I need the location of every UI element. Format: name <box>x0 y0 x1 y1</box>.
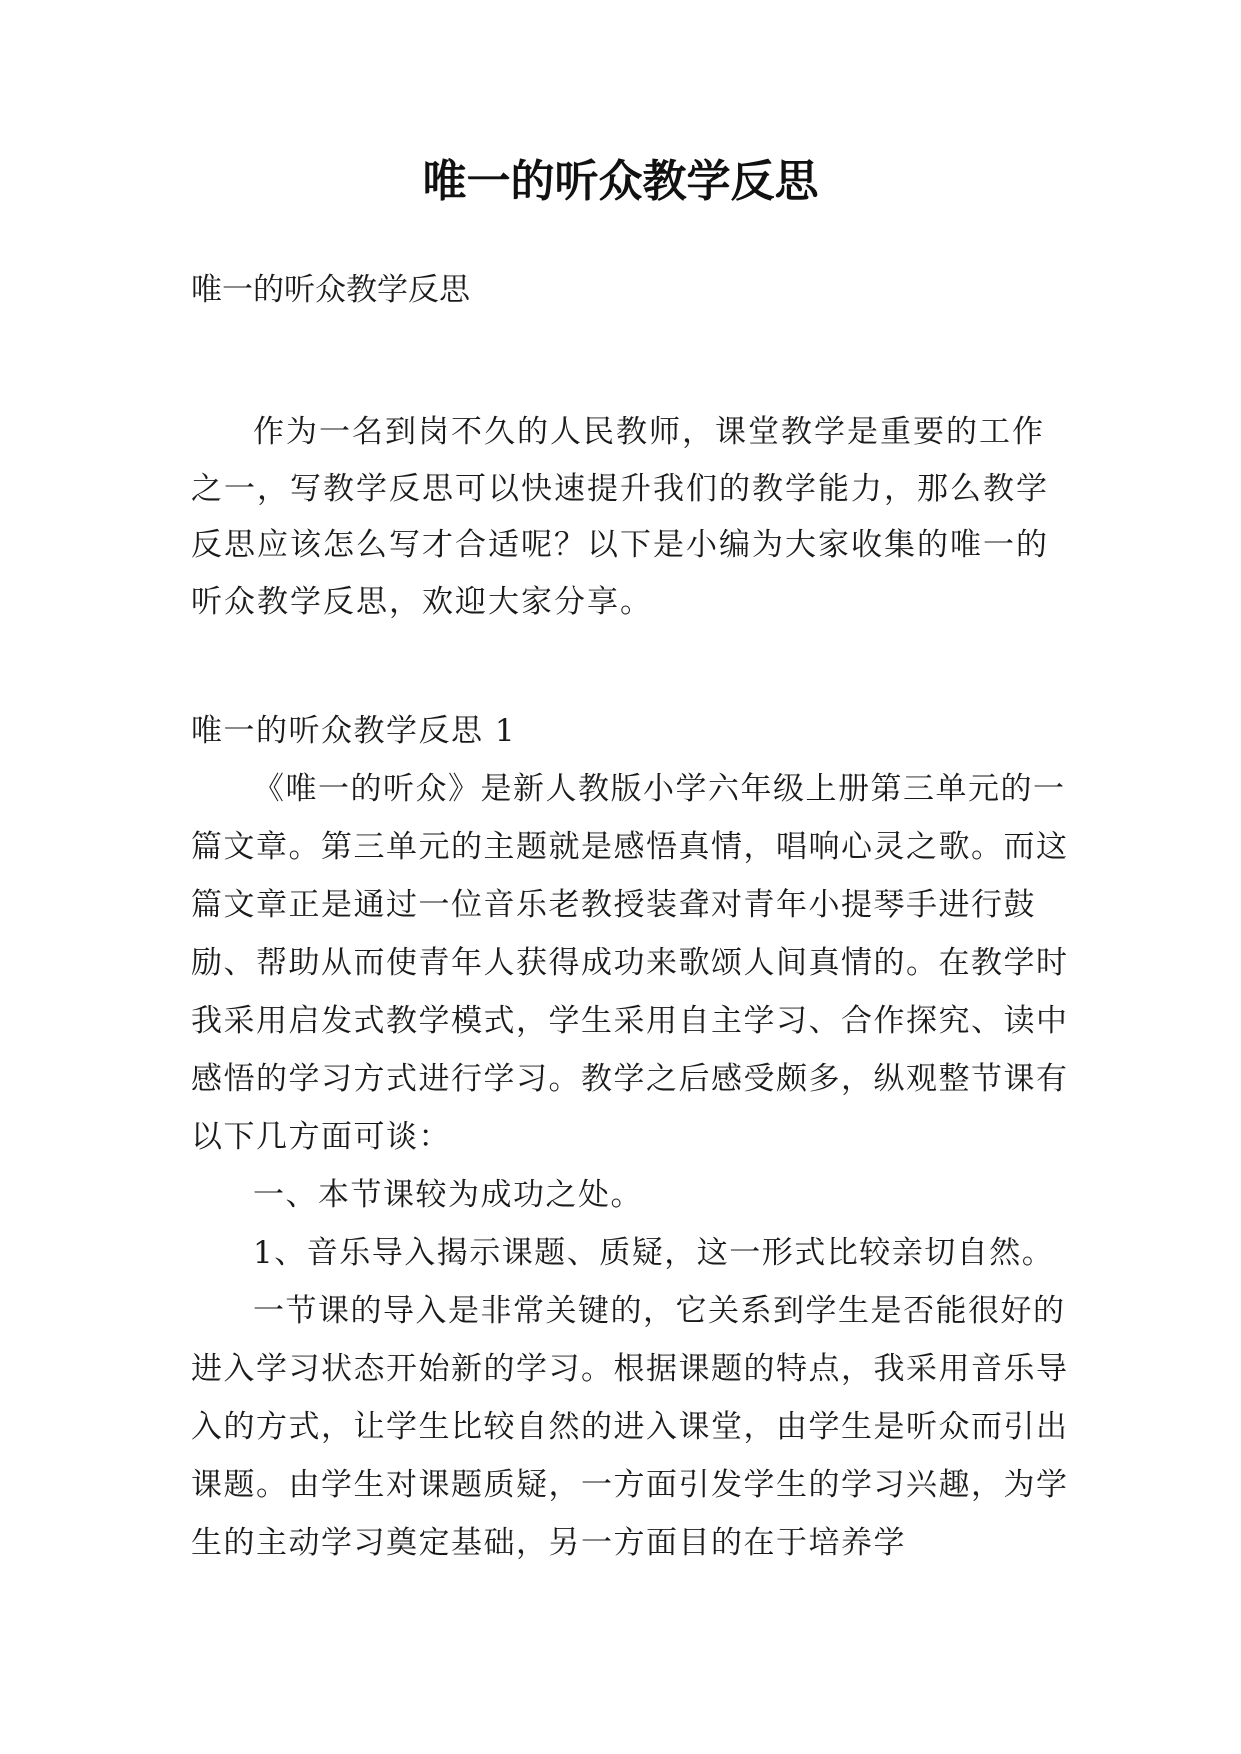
paragraph: 1、音乐导入揭示课题、质疑，这一形式比较亲切自然。 <box>253 1235 1055 1271</box>
section-1 <box>191 702 1071 1572</box>
intro-paragraph: 作为一名到岗不久的人民教师，课堂教学是重要的工作之一，写教学反思可以快速提升我们的教学能力，那么教学反思应该怎么写才合适呢？以下是小编为大家收集的唯一的听众教学反思，欢迎大家分享。 <box>191 414 1049 620</box>
document-subtitle: 唯一的听众教学反思 <box>191 272 470 308</box>
paragraph: 一、本节课较为成功之处。 <box>253 1177 643 1213</box>
section-heading: 唯一的听众教学反思 1 <box>191 713 517 749</box>
document-title: 唯一的听众教学反思 <box>422 156 819 207</box>
paragraph: 《唯一的听众》是新人教版小学六年级上册第三单元的一篇文章。第三单元的主题就是感悟真情，唱响心灵之歌。而这篇文章正是通过一位音乐老教授装聋对青年小提琴手进行鼓励、帮助从而使青年人获得成功来歌颂人间真情的。在教学时我采用启发式教学模式，学生采用自主学习、合作探究、读中感悟的学习方式进行学习。教学之后感受颇多，纵观整节课有以下几方面可谈： <box>191 771 1069 1155</box>
paragraph: 一节课的导入是非常关键的，它关系到学生是否能很好的进入学习状态开始新的学习。根据课题的特点，我采用音乐导入的方式，让学生比较自然的进入课堂，由学生是听众而引出课题。由学生对课题质疑，一方面引发学生的学习兴趣，为学生的主动学习奠定基础，另一方面目的在于培养学 <box>191 1293 1069 1561</box>
